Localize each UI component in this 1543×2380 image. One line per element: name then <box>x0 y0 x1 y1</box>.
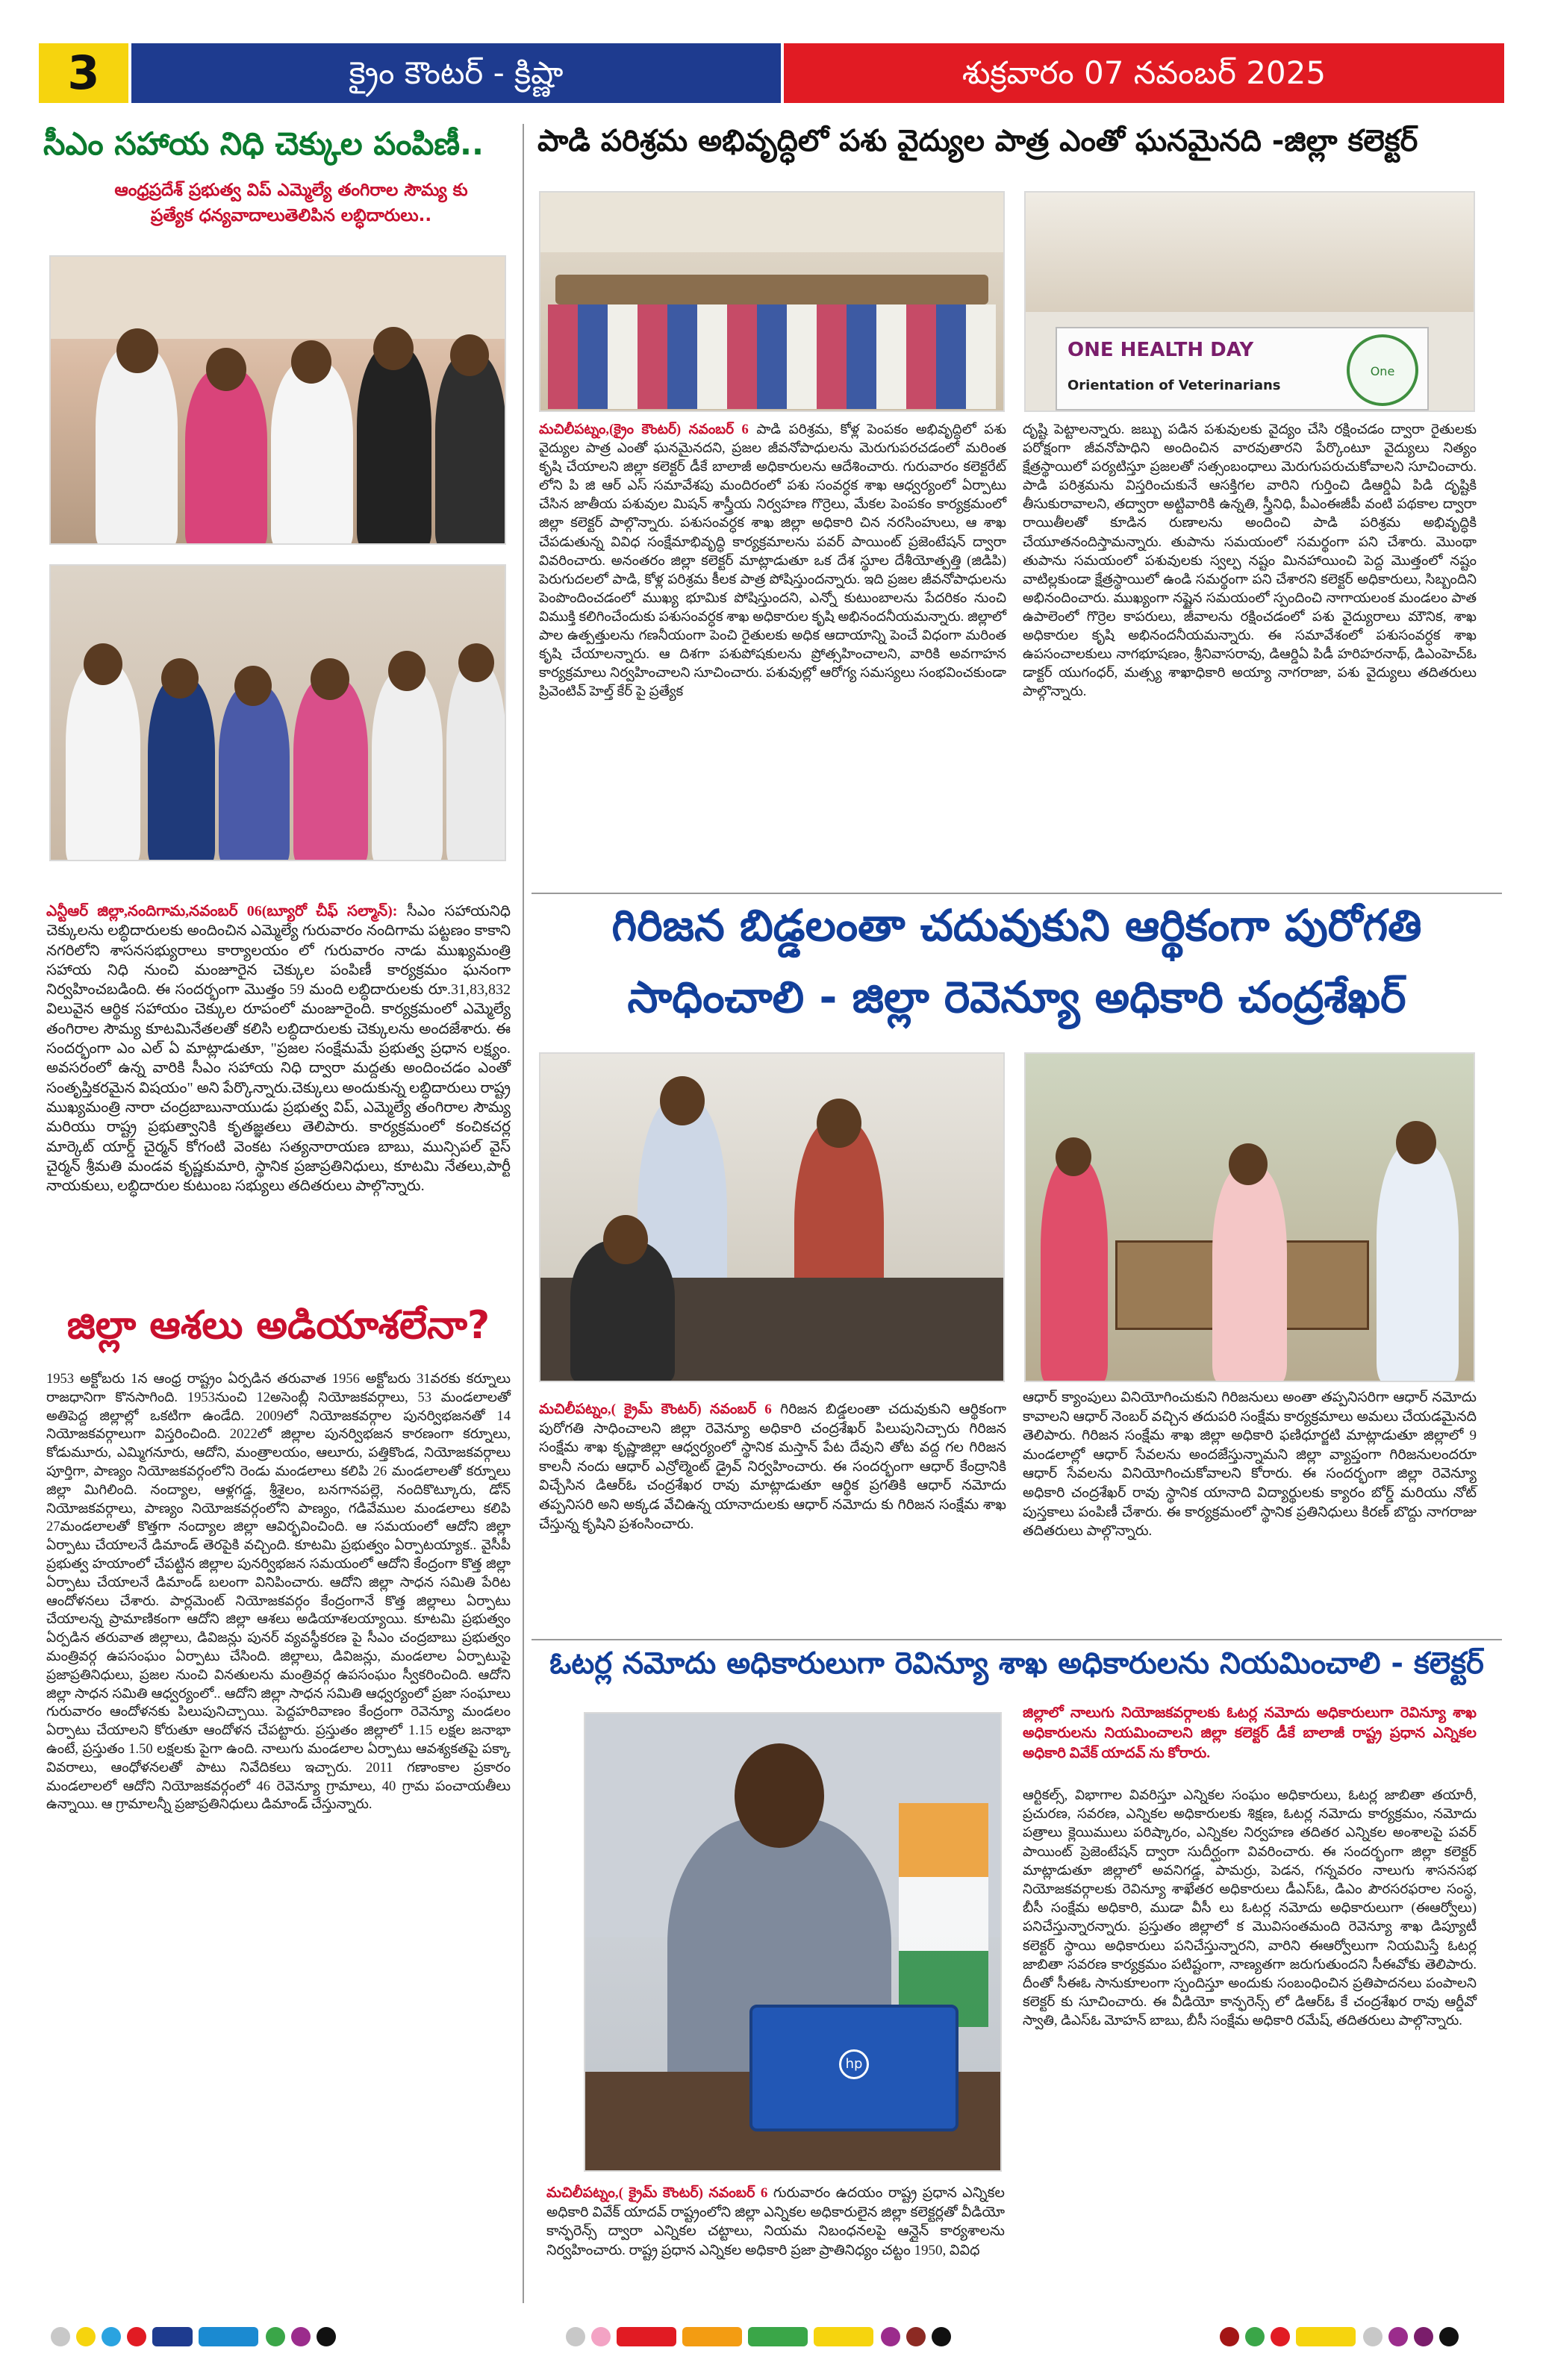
story2-body-left <box>539 421 1006 702</box>
story5-lead: జిల్లాలో నాలుగు నియోజకవర్గాలకు ఓటర్ల నమోదు అధికారులుగా రెవిన్యూ శాఖ అధికారులను నియమించాలని జిల్లా కలెక్టర్ డీకే బాలాజీ రాష్ట్ర ప్రధాన ఎన్నికల అధికారి వివేక్ యాదవ్ ను కోరారు. <box>1023 1705 1477 1761</box>
story3-dateline: మచిలీపట్నం,( క్రైమ్ కౌంటర్) నవంబర్ 6 <box>539 1402 772 1417</box>
story1-text: సీఎం సహాయనిధి చెక్కులను లబ్ధిదారులకు అందించిన ఎమ్మెల్యే గురువారం నందిగామ పట్టణం కాకాని నగరిలోని శాసనసభ్యురాలు కార్యాలయం లో గురువారం నాడు ముఖ్యమంత్రి సహాయ నిధి నుంచి మంజూరైన చెక్కుల పంపిణీ కార్యక్రమం ఘనంగా నిర్వహించబడింది. ఈ సందర్భంగా మొత్తం 59 మంది లబ్ధిదారులకు రూ.31,83,832 విలువైన ఆర్థిక సహాయం చెక్కుల రూపంలో మంజూరైంది. కార్యక్రమంలో ఎమ్మెల్యే తంగిరాల సౌమ్య కూటమినేతలతో కలిసి లబ్ధిదారులకు చెక్కులను అందజేశారు. ఈ సందర్భంగా ఎం ఎల్ ఏ మాట్లాడుతూ, "ప్రజల సంక్షేమమే ప్రభుత్వ ప్రధాన లక్ష్యం. అవసరంలో ఉన్న వారికి సీఎం సహాయ నిధి ద్వారా మద్దతు అందించడం ఎంతో సంతృప్తికరమైన విషయం" అని పేర్కొన్నారు.చెక్కులు అందుకున్న లబ్ధిదారులు రాష్ట్ర ముఖ్యమంత్రి నారా చంద్రబాబునాయుడు ప్రభుత్వ విప్, ఎమ్మెల్యే తంగిరాల సౌమ్య మరియు రాష్ట్ర ప్రభుత్వానికి కృతజ్ఞతలు తెలిపారు. కార్యక్రమంలో కంచికచర్ల మార్కెట్ యార్డ్ చైర్మన్ కోగంటి వెంకట సత్యనారాయణ బాబు, మున్సిపల్ వైస్ చైర్మన్ శ్రీమతి మండవ కృష్ణకుమారి, స్థానిక ప్రజాప్రతినిధులు, కూటమి నేతలు,పార్టీ నాయకులు, లబ్ధిదారుల కుటుంబ సభ్యులు తదితరులు పాల్గొన్నారు. <box>46 903 511 1195</box>
issue-date: శుక్రవారం 07 నవంబర్ 2025 <box>784 43 1504 103</box>
story2-body-right: దృష్టి పెట్టాలన్నారు. జబ్బు పడిన పశువులకు వైద్యం చేసి రక్షించడం ద్వారా రైతులకు పరోక్షంగా జీవనోపాధిని అందించిన వారవుతారని పేర్కొంటూ వైద్యులు నిత్యం క్షేత్రస్థాయిలో పర్యటిస్తూ ప్రజలతో సత్సంబంధాలు మెరుగుపరుచుకోవాలని సూచించారు. పాడి పరిశ్రమను విస్తరించుకునే ఆసక్తిగల వారిని గుర్తించి డిఆర్డిఏ పిడి దృష్టికి తీసుకురావాలని, తద్వారా అట్టివారికి ఉన్నతి, స్త్రీనిధి, పీఎంఈజీపీ వంటి పథకాల ద్వారా రాయితీలతో కూడిన రుణాలను అందించి పాడి పరిశ్రమ అభివృద్ధికి చేయూతనందిస్తామన్నారు. తుపాను సమయంలో సమర్థంగా పని చేశారు. మొంథా తుపాను సమయంలో పశువులకు స్వల్ప నష్టం మినహాయించి పెద్ద మొత్తంలో నష్టం వాటిల్లకుండా క్షేత్రస్థాయిలో ఉండి సమర్థంగా పని చేశారని కలెక్టర్ అధికారులు, సిబ్బందిని అభినందించారు. ముఖ్యంగా నష్టైన సమయంలో స్పందించి నాగాయలంక మండలం పాత ఉపాలెంలో గొర్రెల కాపరులు, జీవాలను రక్షించడంలో పశు వైద్యురాలు మౌనిక, శాఖ అధికారుల కృషి అభినందనీయమన్నారు. ఈ సమావేశంలో పశుసంవర్ధక శాఖ ఉపసంచాలకులు నాగభూషణం, శ్రీనివాసరావు, డిఆర్డిఏ పిడీ హరిహరనాథ్, డిఎంహెచ్ఓ డాక్టర్ యుగంధర్, మత్స్య శాఖాధికారి అయ్యా నాగరాజా, పశు వైద్యులు తదితరులు పాల్గొన్నారు. <box>1023 422 1477 700</box>
story1-headline: సీఎం సహాయ నిధి చెక్కుల పంపిణీ.. <box>43 125 484 162</box>
story1-dateline: ఎన్టీఆర్ జిల్లా,నందిగామ,నవంబర్ 06(బ్యూరో చీఫ్ సల్మాన్): <box>46 903 398 919</box>
story5-photo <box>584 1712 1002 2172</box>
section-title: క్రైం కౌంటర్ - క్రిష్ణా <box>131 43 781 103</box>
story3-body-right: ఆధార్ క్యాంపులు వినియోగించుకుని గిరిజనులు అంతా తప్పనిసరిగా ఆధార్ నమోదు కావాలని ఆధార్ నెంబర్ వచ్చిన తదుపరి సంక్షేమ కార్యక్రమాలు అమలు చేయడమైనది తెలిపారు. గిరిజన సంక్షేమ శాఖ జిల్లా అధికారి ఫణిధూర్జటి మాట్లాడుతూ జిల్లాలో 9 మండలాల్లో ఆధార్ సేవలను అందజేస్తున్నామని జిల్లా వ్యాప్తంగా గిరిజనులందరూ ఆధార్ సేవలను వినియోగించుకోవాలని కోరారు. ఈ సందర్భంగా జిల్లా రెవెన్యూ అధికారి చంద్రశేఖర్ రావు స్థానిక యానాది విద్యార్థులకు క్యారం బోర్డ్ మరియు నోట్ పుస్తకాలు పంపిణీ చేశారు. ఈ కార్యక్రమంలో స్థానిక ప్రతినిధులు కిరణ్ బొద్దు నాగరాజు తదితరులు పాల్గొన్నారు. <box>1023 1390 1477 1540</box>
story3-headline-line1: గిరిజన బిడ్డలంతా చదువుకుని ఆర్థికంగా పురోగతి <box>611 900 1422 951</box>
story1-photo-1 <box>49 255 506 545</box>
story4-body: 1953 అక్టోబరు 1న ఆంధ్ర రాష్ట్రం ఏర్పడిన తరువాత 1956 అక్టోబరు 31వరకు కర్నూలు రాజధానిగా కొనసాగింది. 1953నుంచి 12అసెంబ్లీ నియోజకవర్గాలు, 53 మండలాలతో అతిపెద్ద జిల్లాల్లో ఒకటిగా ఉండేది. 2009లో నియోజకవర్గాల పునర్విభజనతో 14 నియోజకవర్గాలుగా విస్తరించింది. 2022లో జిల్లాల పునర్విభజన కారణంగా కర్నూలు, కోడుమూరు, ఎమ్మిగనూరు, ఆదోని, మంత్రాలయం, ఆలూరు, పత్తికొండ, నియోజకవర్గాలు పూర్తిగా, పాణ్యం నియోజకవర్గంలోని రెండు మండలాలు కలిపి 26 మండలాలతో కర్నూలు జిల్లా మిగిలింది. నంద్యాల, ఆళ్లగడ్డ, శ్రీశైలం, బనగానపల్లె, నందికొట్కూరు, డోన్ నియోజకవర్గాలు, పాణ్యం నియోజకవర్గంలోని పాణ్యం, గడివేముల మండలాలు కలిపి 27మండలాలతో కొత్తగా నంద్యాల జిల్లా ఆవిర్భవించింది. ఆ సమయంలో ఆదోని జిల్లా ఏర్పాటు చేయాలనే డిమాండ్ తెరపైకి వచ్చింది. కూటమి ప్రభుత్వం ఏర్పాటయ్యాక.. వైసీపీ ప్రభుత్వ హయాంలో చేపట్టిన జిల్లాల పునర్విభజన సమయంలో ఆదోని కేంద్రంగా కొత్త జిల్లా ఏర్పాటు చేయాలనే డిమాండ్ బలంగా వినిపించారు. ఆదోని జిల్లా సాధన సమితి పేరిట ఆందోళనలు చేశారు. పార్లమెంట్ నియోజకవర్గం కేంద్రంగానే కొత్త జిల్లాలు ఏర్పాటు చేయాలన్న ప్రామాణికంగా ఆదోని జిల్లా ఆశలు అడియాశలయ్యాయి. కూటమి ప్రభుత్వం ఏర్పడిన తరువాత జిల్లాలు, డివిజన్లు పునర్ వ్యవస్థీకరణ పై సీఎం చంద్రబాబు ప్రభుత్వం మంత్రివర్గ ఉపసంఘం ఏర్పాటు చేసింది. జిల్లాలు, డివిజన్లు, మండలాల ఏర్పాటుపై ప్రజాప్రతినిధులు, ప్రజల నుంచి వినతులను మంత్రివర్గ ఉపసంఘం స్వీకరించింది. ఆదోని జిల్లా సాధన సమితి ఆధ్వర్యంలో.. ఆదోని జిల్లా సాధన సమితి ఆధ్వర్యంలో ప్రజా సంఘాలు గురువారం ఆందోళనకు పిలుపునిచ్చాయి. పెద్దహరివాణం కేంద్రంగా రెవెన్యూ మండలం ఏర్పాటు చేయాలని కోరుతూ ఆందోళన చేపట్టారు. ప్రస్తుతం జిల్లాలో 1.15 లక్షల జనాభా ఉంటే, ప్రస్తుతం 1.50 లక్షలకు పైగా ఉంది. నాలుగు మండలాల ఏర్పాటు ఆవశ్యకతపై పక్కా వివరాలు, ఆంధోళనలతో పాటు నివేదికలు ఇచ్చారు. 2011 గణాంకాల ప్రకారం మండలాలలో ఆదోని నియోజకవర్గంలో 46 రెవెన్యూ గ్రామాలు, 40 గ్రామ పంచాయతీలు ఉన్నాయి. ఆ గ్రామాలన్నీ ప్రజాప్రతినిధులు డిమాండ్ చేస్తున్నారు. <box>46 1372 511 1813</box>
story5-headline: ఓటర్ల నమోదు అధికారులుగా రెవిన్యూ శాఖ అధికారులను నియమించాలి - కలెక్టర్ <box>549 1646 1484 1681</box>
story3-body-left <box>539 1400 1006 1534</box>
banner-title: ONE HEALTH DAY <box>1067 339 1254 361</box>
laptop-logo: hp <box>839 2049 869 2079</box>
story4-headline: జిల్లా ఆశలు అడియాశలేనా? <box>66 1303 490 1348</box>
story2-headline: పాడి పరిశ్రమ అభివృద్ధిలో పశు వైద్యుల పాత్ర ఎంతో ఘనమైనది -జిల్లా కలెక్టర్ <box>537 124 1418 158</box>
story2-dateline: మచిలీపట్నం,(క్రైం కౌంటర్) నవంబర్ 6 <box>539 422 749 437</box>
story5-body-left <box>546 2184 1005 2260</box>
story1-body <box>46 902 511 1196</box>
story3-photo-1 <box>539 1052 1005 1382</box>
story3-photo-2 <box>1024 1052 1475 1382</box>
column-divider <box>523 124 524 2303</box>
story2-photo-2 <box>1024 191 1475 412</box>
page-number: 3 <box>39 43 128 103</box>
story-divider <box>532 893 1502 894</box>
story5-dateline: మచిలీపట్నం,( క్రైమ్ కౌంటర్) నవంబర్ 6 <box>546 2185 768 2201</box>
story5-text-left: గురువారం ఉదయం రాష్ట్ర ప్రధాన ఎన్నికల అధికారి వివేక్ యాదవ్ రాష్ట్రంలోని జిల్లా ఎన్నికల అధికారులైన జిల్లా కలెక్టర్లతో వీడియో కాన్ఫరెన్స్ ద్వారా ఎన్నికల చట్టాలు, నియమ నిబంధనలపై ఆన్లైన్ కార్యశాలను నిర్వహించారు. రాష్ట్ర ప్రధాన ఎన్నికల అధికారి ప్రజా ప్రాతినిధ్యం చట్టం 1950, వివిధ <box>546 2185 1006 2258</box>
story-divider-2 <box>532 1639 1502 1640</box>
banner-subtitle: Orientation of Veterinarians <box>1067 378 1281 393</box>
story2-photo-1 <box>539 191 1005 412</box>
story1-subheadline: ఆంధ్రప్రదేశ్ ప్రభుత్వ విప్ ఎమ్మెల్యే తంగిరాల సౌమ్య కు ప్రత్యేక ధన్యవాదాలుతెలిపిన లబ్ధిదారులు.. <box>114 181 468 225</box>
story3-text-left: గిరిజన బిడ్డలంతా చదువుకుని ఆర్థికంగా పురోగతి సాధించాలని జిల్లా రెవెన్యూ అధికారి చంద్రశేఖర్ పిలుపునిచ్చారు గిరిజన సంక్షేమ శాఖ కృష్ణాజిల్లా ఆధ్వర్యంలో స్థానిక మస్తాన్ పేట దేవుని తోట వద్ద గల గిరిజన కాలనీ నందు ఆధార్ ఎన్రోల్మెంట్ డ్రైవ్ నిర్వహించారు. ఈ సందర్భంగా ఆధార్ కేంద్రానికి విచ్చేసిన డిఆర్ఓ చంద్రశేఖర రావు మాట్లాడుతూ ఆర్థిక ప్రగతికి ఆధార్ నమోదు తప్పనిసరి అని అక్కడ వేచిఉన్న యానాదులకు ఆధార్ నమోదు కు గిరిజన సంక్షేమ శాఖ చేస్తున్న కృషిని ప్రశంసించారు. <box>539 1402 1007 1532</box>
story5-body-right: ఆర్టికల్స్, విభాగాల వివరిస్తూ ఎన్నికల సంఘం అధికారులు, ఓటర్ల జాబితా తయారీ, ప్రచురణ, సవరణ, ఎన్నికల అధికారులకు శిక్షణ, ఓటర్ల నమోదు కార్యక్రమం, నమోదు పత్రాలు క్లెయిములు పరిష్కారం, ఎన్నికల నిర్వహణ తదితర ఎన్నికల అంశాలపై పవర్ పాయింట్ ప్రెజెంటేషన్ ద్వారా సుదీర్ఘంగా వివరించారు. ఈ సందర్భంగా జిల్లా కలెక్టర్ మాట్లాడుతూ జిల్లాలో అవనిగడ్డ, పామర్రు, పెడన, గన్నవరం నాలుగు శాసనసభ నియోజకవర్గాలకు రెవిన్యూ శాఖేతర అధికారులు డీఎస్ఓ, డిఎం పౌరసరఫరాల సంస్థ, బీసీ సంక్షేమ అధికారి, ముడా వీసీ లు ఓటర్ల నమోదు అధికారులుగా (ఈఆర్వోలు) పనిచేస్తున్నారన్నారు. ప్రస్తుతం జిల్లాలో క మొవిసంతమంది రెవెన్యూ శాఖ డిప్యూటీ కలెక్టర్ స్థాయి అధికారులు పనిచేస్తున్నారని, వారిని ఈఆర్వోలుగా నియమిస్తే ఓటర్ల జాబితా సవరణ కార్యక్రమం పటిష్టంగా, నాణ్యతగా జరుగుతుందని సీఈవోకు తెలిపారు. దీంతో సీఈఓ సానుకూలంగా స్పందిస్తూ అందుకు సంబంధించిన ప్రతిపాదనలు పంపాలని కలెక్టర్ కు సూచించారు. ఈ వీడియో కాన్ఫరెన్స్ లో డిఆర్ఓ కే చంద్రశేఖర రావు ఆర్డీవో స్వాతి, డిఎస్ఓ మోహన్ బాబు, బీసీ సంక్షేమ అధికారి రమేష్, తదితరులు పాల్గొన్నారు. <box>1023 1788 1477 2029</box>
story2-text-left: పాడి పరిశ్రమ, కోళ్ల పెంపకం అభివృద్ధిలో పశు వైద్యుల పాత్ర ఎంతో ఘనమైనదని, ప్రజల జీవనోపాధులను మెరుగుపరచడంలో మరింత కృషి చేయాలని జిల్లా కలెక్టర్ డీకే బాలాజీ అధికారులను ఆదేశించారు. గురువారం కలెక్టరేట్ లోని పి జి ఆర్ ఎస్ సమావేశపు మందిరంలో పశు సంవర్ధక శాఖ ఆధ్వర్యంలో ఏర్పాటు చేసిన జాతీయ పశువుల మిషన్ శాస్త్రీయ నిర్వహణ గొర్రెలు, మేకల పెంపకం కార్యక్రమంలో జిల్లా కలెక్టర్ పాల్గొన్నారు. పశుసంవర్ధక శాఖ జిల్లా అధికారి చిన నరసింహులు, ఆ శాఖ చేపడుతున్న వివిధ సంక్షేమాభివృద్ధి కార్యక్రమాలను పవర్ పాయింట్ ప్రజెంటేషన్ ద్వారా వివరించారు. అనంతరం జిల్లా కలెక్టర్ మాట్లాడుతూ ఒక దేశ స్థూల దేశీయోత్పత్తి (జిడిపి) పెరుగుదలలో పాడి, కోళ్ల పరిశ్రమ కీలక పాత్ర పోషిస్తుందన్నారు. ఇది ప్రజల జీవనోపాధులను పెంపొందించడంలో ముఖ్య భూమిక పోషిస్తుందని, ఎన్నో కుటుంబాలను పేదరికం నుంచి విముక్తి కలిగించేందుకు పశుసంవర్ధక శాఖ అధికారుల కృషి అభినందనీయమన్నారు. జిల్లాలో పాల ఉత్పత్తులను గణనీయంగా పెంచి రైతులకు అధిక ఆదాయాన్ని పెంచే విధంగా మరింత కృషి చేయాలన్నారు. ఆ దిశగా పశుపోషకులను ప్రోత్సహించాలని, వారికి అవగాహన కార్యక్రమాలు నిర్వహించాలని సూచించారు. పశువుల్లో ఆరోగ్య సమస్యలు సంభవించకుండా ప్రివెంటివ్ హెల్త్ కేర్ పై ప్రత్యేక <box>539 422 1006 700</box>
story3-headline-line2: సాధించాలి - జిల్లా రెవెన్యూ అధికారి చంద్రశేఖర్ <box>627 972 1406 1022</box>
story1-photo-2 <box>49 564 506 861</box>
one-health-logo: One <box>1347 334 1418 406</box>
